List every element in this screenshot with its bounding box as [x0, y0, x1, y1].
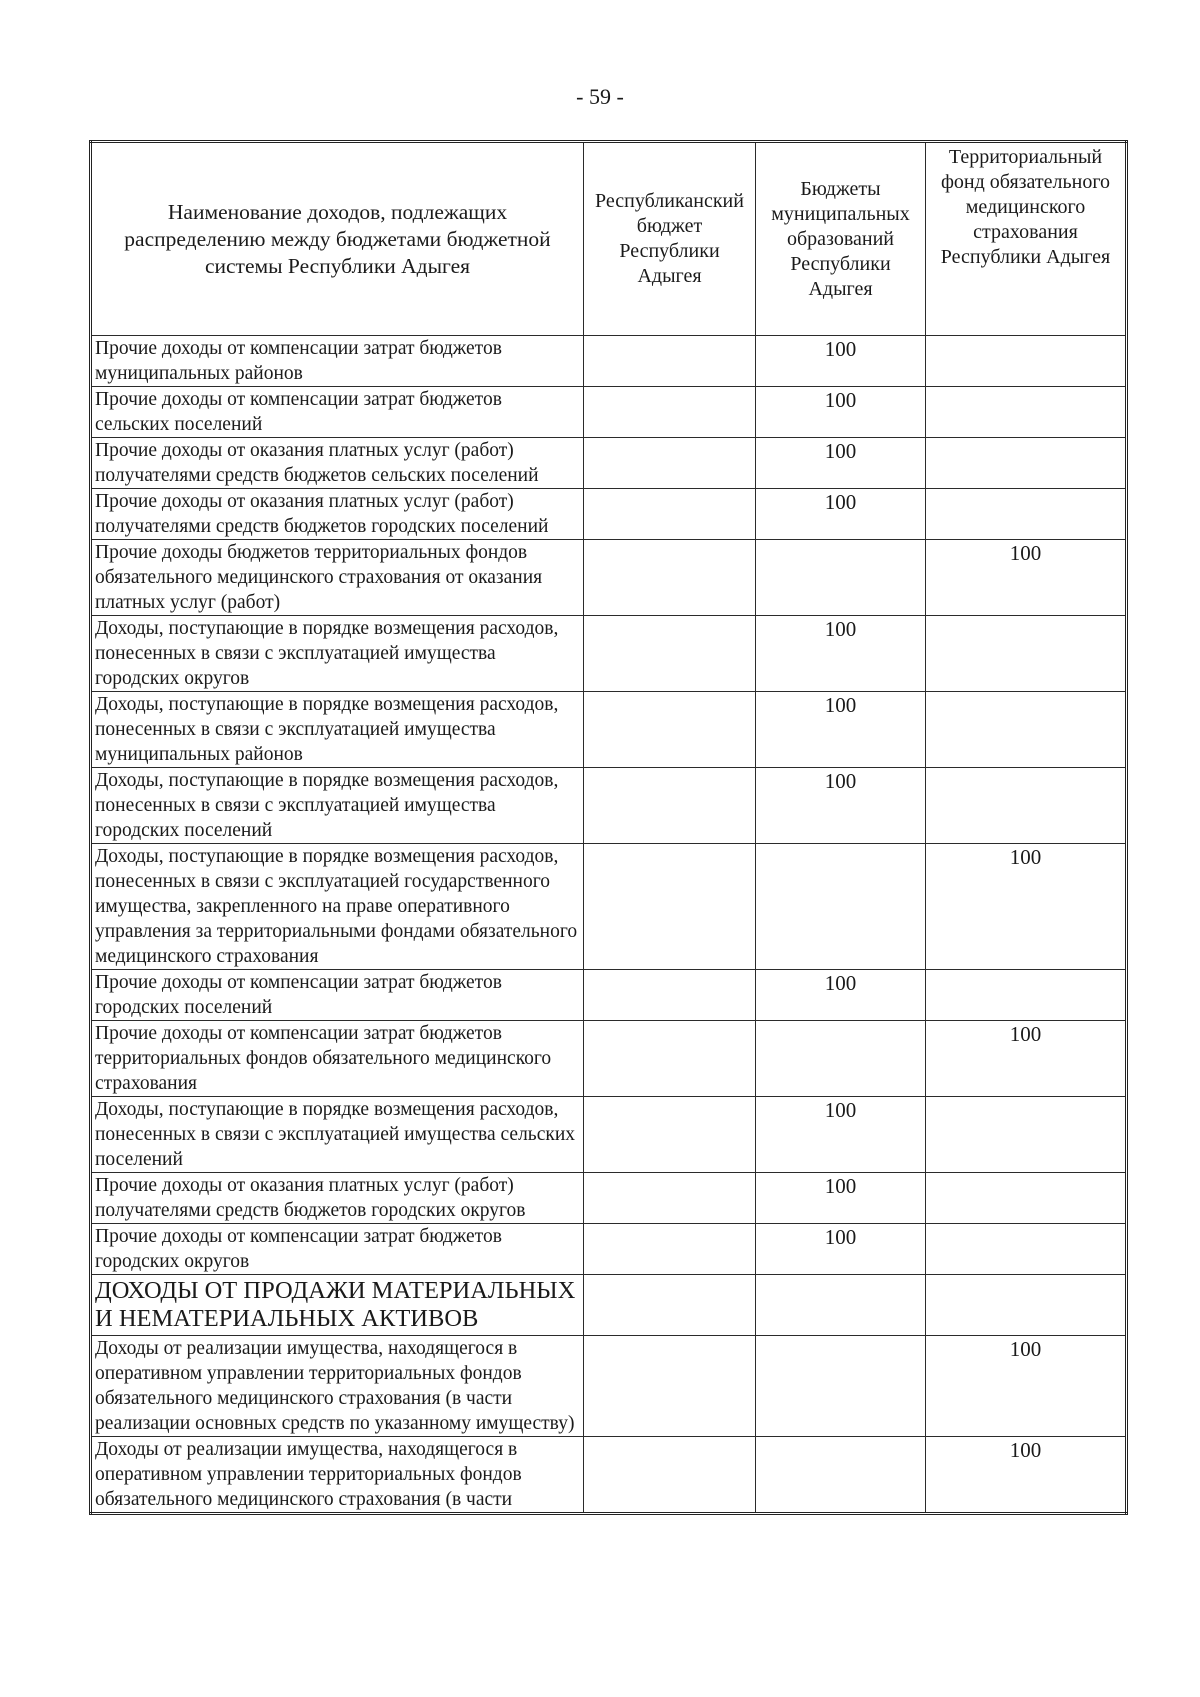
republican-budget-cell [584, 1173, 756, 1224]
header-municipal-budgets: Бюджеты муниципальных образований Республики Адыгея [756, 142, 926, 336]
income-name-cell: Доходы, поступающие в порядке возмещения расходов, понесенных в связи с эксплуатацией имущества муниципальных районов [91, 692, 584, 768]
territorial-fund-cell [926, 1275, 1127, 1336]
table-row [91, 970, 1127, 1021]
table-row [91, 489, 1127, 540]
municipal-budget-cell [756, 1437, 926, 1514]
table-row [91, 844, 1127, 970]
republican-budget-cell [584, 970, 756, 1021]
income-name-cell: Доходы, поступающие в порядке возмещения расходов, понесенных в связи с эксплуатацией имущества городских поселений [91, 768, 584, 844]
municipal-budget-cell: 100 [756, 692, 926, 768]
income-name-cell: Доходы, поступающие в порядке возмещения расходов, понесенных в связи с эксплуатацией государственного имущества, закрепленного на праве оперативного управления за территориальными фондами обязательного медицинского страхования [91, 844, 584, 970]
income-name-cell: Прочие доходы от компенсации затрат бюджетов городских округов [91, 1224, 584, 1275]
republican-budget-cell [584, 844, 756, 970]
income-name-cell: Прочие доходы от компенсации затрат бюджетов муниципальных районов [91, 336, 584, 387]
municipal-budget-cell: 100 [756, 387, 926, 438]
table-row [91, 616, 1127, 692]
table-row [91, 692, 1127, 768]
municipal-budget-cell: 100 [756, 336, 926, 387]
territorial-fund-cell [926, 438, 1127, 489]
territorial-fund-cell [926, 1173, 1127, 1224]
republican-budget-cell [584, 1437, 756, 1514]
territorial-fund-cell: 100 [926, 540, 1127, 616]
income-name-cell: Доходы от реализации имущества, находящегося в оперативном управлении территориальных фондов обязательного медицинского страхования (в части реализации основных средств по указанному имуществу) [91, 1336, 584, 1437]
territorial-fund-cell [926, 387, 1127, 438]
table-row [91, 336, 1127, 387]
table-row [91, 1437, 1127, 1514]
income-name-cell: Прочие доходы от компенсации затрат бюджетов сельских поселений [91, 387, 584, 438]
table-row [91, 1336, 1127, 1437]
income-name-cell: Прочие доходы от оказания платных услуг (работ) получателями средств бюджетов городских округов [91, 1173, 584, 1224]
section-row [91, 1275, 1127, 1336]
territorial-fund-cell: 100 [926, 1437, 1127, 1514]
republican-budget-cell [584, 1021, 756, 1097]
territorial-fund-cell [926, 336, 1127, 387]
income-name-cell: Прочие доходы от оказания платных услуг (работ) получателями средств бюджетов городских поселений [91, 489, 584, 540]
table-row [91, 438, 1127, 489]
municipal-budget-cell: 100 [756, 1173, 926, 1224]
republican-budget-cell [584, 336, 756, 387]
territorial-fund-cell [926, 1097, 1127, 1173]
table-row [91, 540, 1127, 616]
republican-budget-cell [584, 768, 756, 844]
republican-budget-cell [584, 540, 756, 616]
table-row [91, 1173, 1127, 1224]
municipal-budget-cell: 100 [756, 438, 926, 489]
municipal-budget-cell [756, 1336, 926, 1437]
income-name-cell: Прочие доходы от компенсации затрат бюджетов городских поселений [91, 970, 584, 1021]
table-header-row [91, 142, 1127, 336]
territorial-fund-cell [926, 970, 1127, 1021]
municipal-budget-cell: 100 [756, 768, 926, 844]
municipal-budget-cell [756, 1275, 926, 1336]
income-name-cell: Доходы, поступающие в порядке возмещения расходов, понесенных в связи с эксплуатацией имущества сельских поселений [91, 1097, 584, 1173]
territorial-fund-cell [926, 692, 1127, 768]
table-row [91, 1224, 1127, 1275]
income-name-cell: ДОХОДЫ ОТ ПРОДАЖИ МАТЕРИАЛЬНЫХ И НЕМАТЕРИАЛЬНЫХ АКТИВОВ [91, 1275, 584, 1336]
territorial-fund-cell [926, 489, 1127, 540]
republican-budget-cell [584, 692, 756, 768]
header-republican-budget: Республиканский бюджет Республики Адыгея [584, 142, 756, 336]
income-name-cell: Прочие доходы от компенсации затрат бюджетов территориальных фондов обязательного медицинского страхования [91, 1021, 584, 1097]
table-row [91, 1097, 1127, 1173]
municipal-budget-cell: 100 [756, 1097, 926, 1173]
republican-budget-cell [584, 1336, 756, 1437]
header-income-name: Наименование доходов, подлежащих распределению между бюджетами бюджетной системы Республики Адыгея [91, 142, 584, 336]
territorial-fund-cell [926, 768, 1127, 844]
municipal-budget-cell: 100 [756, 1224, 926, 1275]
republican-budget-cell [584, 616, 756, 692]
territorial-fund-cell: 100 [926, 1336, 1127, 1437]
republican-budget-cell [584, 1224, 756, 1275]
page-number: - 59 - [576, 84, 624, 109]
territorial-fund-cell [926, 1224, 1127, 1275]
income-name-cell: Доходы от реализации имущества, находящегося в оперативном управлении территориальных фондов обязательного медицинского страхования (в части [91, 1437, 584, 1514]
territorial-fund-cell: 100 [926, 844, 1127, 970]
municipal-budget-cell [756, 844, 926, 970]
header-territorial-fund: Территориальный фонд обязательного медицинского страхования Республики Адыгея [926, 142, 1127, 336]
municipal-budget-cell: 100 [756, 616, 926, 692]
republican-budget-cell [584, 1275, 756, 1336]
republican-budget-cell [584, 438, 756, 489]
table-row [91, 768, 1127, 844]
table-row [91, 1021, 1127, 1097]
income-distribution-table [89, 140, 1128, 1515]
municipal-budget-cell: 100 [756, 970, 926, 1021]
municipal-budget-cell [756, 540, 926, 616]
republican-budget-cell [584, 1097, 756, 1173]
republican-budget-cell [584, 489, 756, 540]
municipal-budget-cell: 100 [756, 489, 926, 540]
income-name-cell: Прочие доходы бюджетов территориальных фондов обязательного медицинского страхования от оказания платных услуг (работ) [91, 540, 584, 616]
territorial-fund-cell: 100 [926, 1021, 1127, 1097]
municipal-budget-cell [756, 1021, 926, 1097]
income-name-cell: Прочие доходы от оказания платных услуг (работ) получателями средств бюджетов сельских поселений [91, 438, 584, 489]
republican-budget-cell [584, 387, 756, 438]
income-name-cell: Доходы, поступающие в порядке возмещения расходов, понесенных в связи с эксплуатацией имущества городских округов [91, 616, 584, 692]
table-row [91, 387, 1127, 438]
territorial-fund-cell [926, 616, 1127, 692]
